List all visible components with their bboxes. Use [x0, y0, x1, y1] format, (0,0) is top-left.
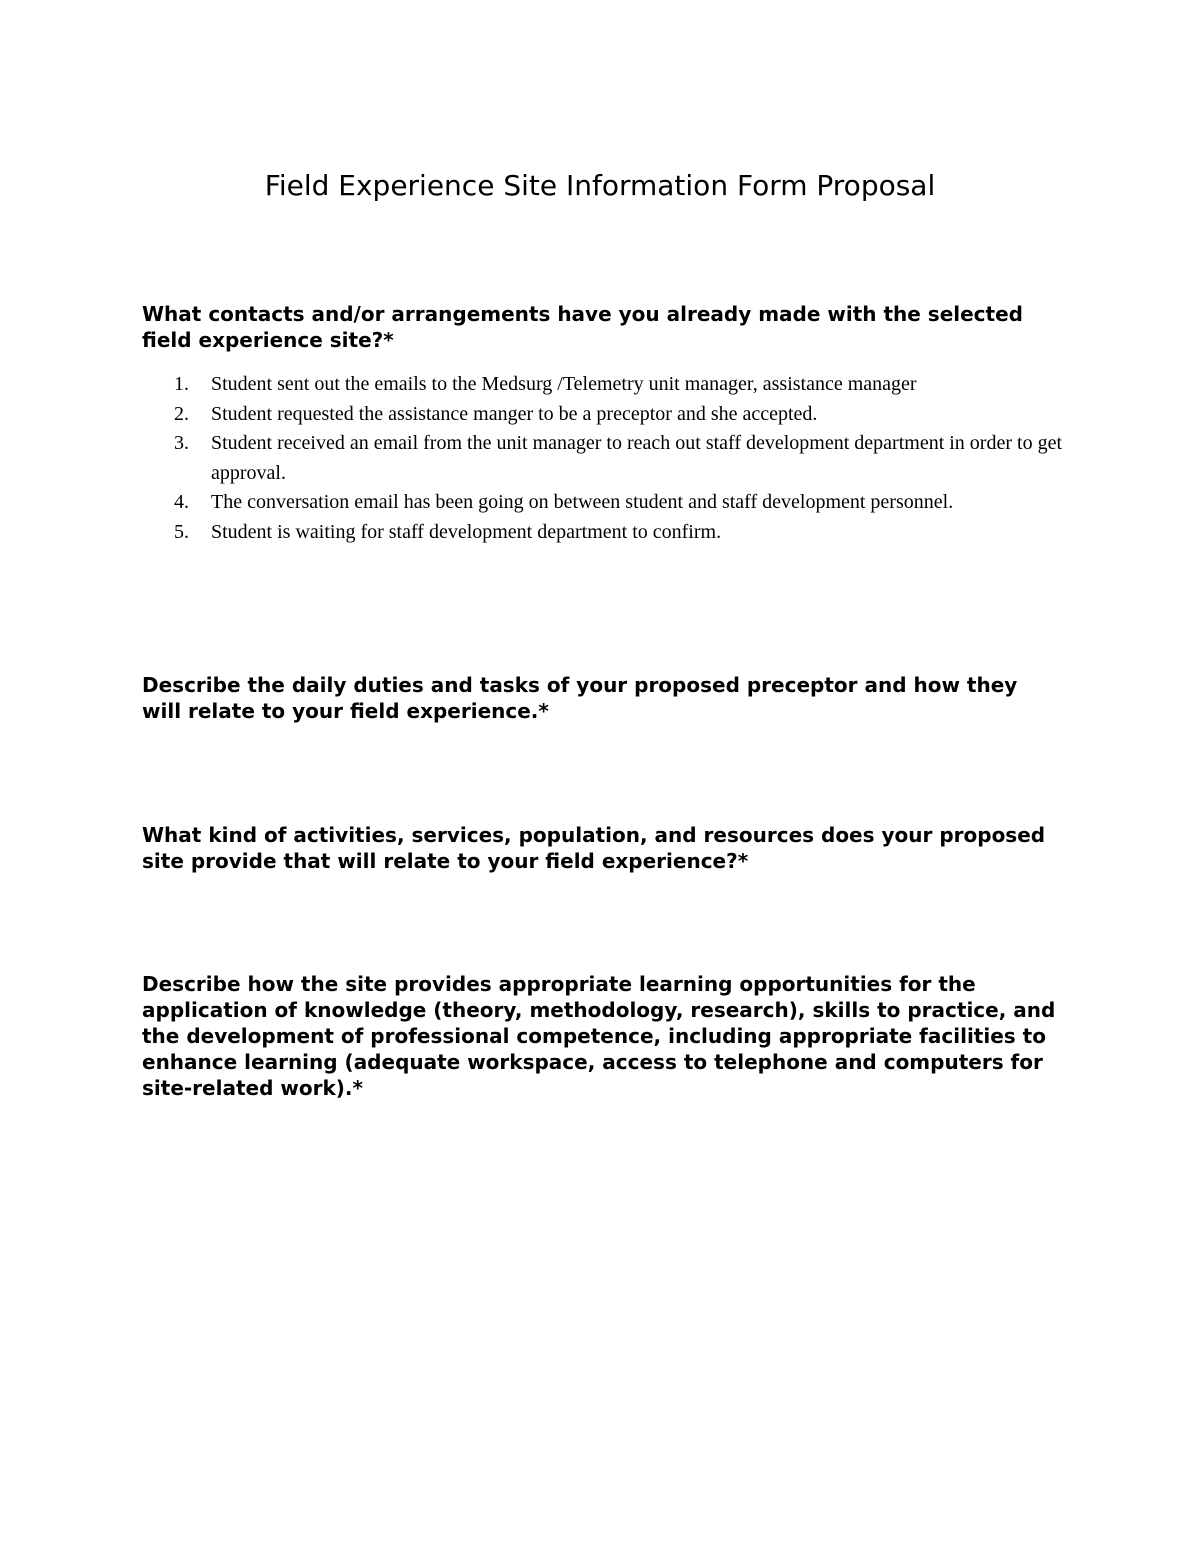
- list-item-text: The conversation email has been going on between student and staff development personnel.: [211, 491, 954, 513]
- answer-list: [174, 370, 1074, 547]
- list-item: [174, 429, 1074, 488]
- list-item: [174, 518, 1074, 548]
- question-learning-opportunities: Describe how the site provides appropriate learning opportunities for the application of knowledge (theory, methodology, research), skills to practice, and the development of professional competence, including appropriate facilities to enhance learning (adequate workspace, access to telephone and computers for site-related work).*: [142, 972, 1056, 1100]
- list-item-text: Student sent out the emails to the Medsurg /Telemetry unit manager, assistance manager: [211, 373, 917, 395]
- question-contacts: What contacts and/or arrangements have you already made with the selected field experience site?*: [142, 302, 1023, 352]
- list-item-number: 5.: [174, 520, 189, 543]
- list-item-number: 2.: [174, 402, 189, 425]
- list-item-number: 3.: [174, 432, 189, 454]
- list-item: [174, 370, 1074, 400]
- list-item-text: Student received an email from the unit manager to reach out staff development department in order to get approval.: [211, 432, 1062, 484]
- list-item: [174, 488, 1074, 518]
- question-site-activities: What kind of activities, services, population, and resources does your proposed site provide that will relate to your field experience?*: [142, 823, 1046, 873]
- document-title: Field Experience Site Information Form Proposal: [264, 169, 936, 202]
- question-preceptor-duties: Describe the daily duties and tasks of your proposed preceptor and how they will relate to your field experience.*: [142, 673, 1018, 723]
- list-item-text: Student is waiting for staff development department to confirm.: [211, 520, 722, 543]
- list-item: [174, 400, 1074, 430]
- list-item-number: 1.: [174, 373, 189, 395]
- list-item-number: 4.: [174, 491, 189, 513]
- list-item-text: Student requested the assistance manger to be a preceptor and she accepted.: [211, 402, 818, 425]
